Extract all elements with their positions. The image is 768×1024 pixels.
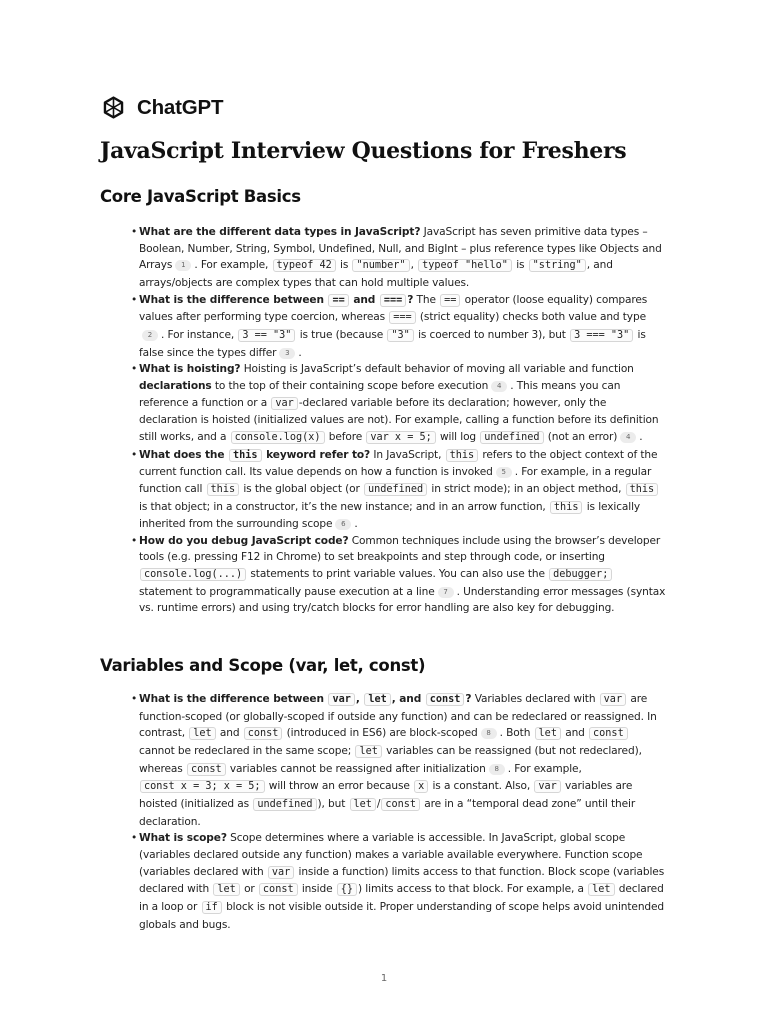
inline-code: this	[626, 483, 659, 496]
inline-code: this	[446, 449, 479, 462]
answer-text: are function-scoped (or globally-scoped if outside any function) and can be redeclared or reassigned. In contrast,	[139, 693, 657, 740]
inline-code: const	[426, 693, 465, 706]
answer-text: is that object; in a constructor, it’s the new instance; and in an arrow function,	[139, 500, 546, 513]
inline-code: let	[588, 883, 614, 896]
list-item	[139, 292, 667, 362]
inline-code: x	[414, 780, 428, 793]
citation-badge[interactable]: 8	[489, 764, 505, 775]
answer-text: cannot be redeclared in the same scope;	[139, 744, 352, 757]
inline-code: let	[350, 798, 376, 811]
answer-text: (not an error)	[547, 430, 618, 443]
inline-code: var	[268, 866, 294, 879]
inline-code: this	[550, 501, 583, 514]
question-list-variables-scope	[139, 691, 667, 933]
citation-badge[interactable]: 3	[279, 348, 295, 359]
answer-text: . Both	[499, 727, 531, 740]
answer-text: and	[565, 727, 585, 740]
citation-badge[interactable]: 1	[175, 260, 191, 271]
list-item	[139, 447, 667, 533]
answer-text: before	[328, 430, 363, 443]
question-fragment: What is the difference between	[139, 293, 324, 306]
answer-text: . For example,	[507, 762, 582, 775]
answer-text: . This means you can reference a function or a	[139, 379, 621, 409]
answer-text: refers to the object context of the current function call. Its value depends on how a function is invoked	[139, 448, 658, 479]
answer-text: variables can be reassigned (but not redeclared), whereas	[139, 744, 642, 775]
answer-text: .	[354, 518, 358, 531]
answer-text: is	[340, 259, 349, 272]
answer-text: is	[516, 259, 525, 272]
inline-code: undefined	[364, 483, 427, 496]
inline-code: this	[229, 449, 262, 462]
inline-code: ===	[389, 311, 415, 324]
answer-text: variables cannot be reassigned after initialization	[229, 762, 486, 775]
inline-code: const	[589, 727, 628, 740]
answer-text: inside	[301, 883, 333, 896]
question-text: What are the different data types in JavaScript?	[139, 226, 421, 238]
inline-code: this	[207, 483, 240, 496]
inline-code: typeof 42	[273, 259, 336, 272]
question-fragment: and	[353, 293, 376, 306]
question-list-core-basics	[139, 224, 667, 617]
answer-text: will throw an error because	[268, 780, 410, 793]
inline-code: "number"	[352, 259, 409, 272]
inline-code: var	[600, 693, 626, 706]
list-item	[139, 361, 667, 446]
inline-code: let	[189, 727, 215, 740]
inline-code: var	[534, 780, 560, 793]
answer-text: The	[416, 293, 436, 306]
citation-badge[interactable]: 4	[491, 381, 507, 392]
answer-text: . For instance,	[161, 328, 235, 341]
answer-text: ) limits access to that block. For example, a	[358, 883, 584, 896]
inline-code: let	[364, 693, 390, 706]
answer-text: . For example,	[194, 259, 269, 272]
question-text	[139, 693, 471, 705]
answer-text: is the global object (or	[243, 482, 360, 495]
inline-code: const	[244, 727, 283, 740]
inline-code: if	[202, 901, 222, 914]
answer-text: /	[376, 797, 381, 810]
inline-code: {}	[337, 883, 357, 896]
answer-text: JavaScript has seven primitive data types – Boolean, Number, String, Symbol, Undefined, Null, and BigInt – plus reference types like Objects and Arrays	[139, 226, 662, 272]
section-heading-variables-scope: Variables and Scope (var, let, const)	[100, 656, 426, 675]
answer-text: block is not visible outside it. Proper understanding of scope helps avoid unintended globals and bugs.	[139, 900, 665, 931]
answer-text: . For example, in a regular function call	[139, 466, 652, 495]
inline-code: 3 === "3"	[570, 329, 633, 342]
answer-text: statements to print variable values. You can also use the	[250, 568, 545, 581]
answer-text: .	[639, 430, 643, 443]
answer-text: is false since the types differ	[139, 328, 646, 359]
inline-code: typeof "hello"	[418, 259, 512, 272]
answer-text: Hoisting is JavaScript’s default behavior of moving all variable and function	[243, 363, 634, 376]
answer-text: declared in a loop or	[139, 883, 664, 913]
citation-badge[interactable]: 4	[620, 432, 636, 443]
question-text	[139, 449, 370, 461]
question-fragment: , and	[391, 693, 422, 705]
inline-code: debugger;	[549, 568, 612, 581]
answer-text: statement to programmatically pause execution at a line	[139, 585, 435, 598]
citation-badge[interactable]: 7	[438, 587, 454, 598]
citation-badge[interactable]: 8	[481, 728, 497, 739]
inline-code: const	[187, 763, 226, 776]
answer-text: are in a “temporal dead zone” until their declaration.	[139, 797, 636, 828]
brand-name: ChatGPT	[137, 95, 224, 119]
answer-text: operator (loose equality) compares values after performing type coercion, whereas	[139, 293, 648, 324]
inline-code: let	[355, 745, 381, 758]
question-fragment: What does the	[139, 448, 225, 461]
answer-text: is lexically inherited from the surrounding scope	[139, 500, 641, 531]
inline-code: const x = 3; x = 5;	[140, 780, 265, 793]
answer-text: or	[244, 883, 255, 896]
question-fragment: keyword refer to?	[266, 448, 371, 461]
inline-code: undefined	[480, 431, 543, 444]
answer-text: .	[298, 346, 302, 359]
inline-code: var	[271, 397, 297, 410]
answer-text: to the top of their containing scope before execution	[214, 379, 489, 392]
question-fragment: What is the difference between	[139, 693, 324, 705]
answer-text: -declared variable before its declaration; however, only the declaration is hoisted (initialized values are not). For example, calling a function before its definition still works, and a	[139, 396, 659, 443]
citation-badge[interactable]: 5	[496, 467, 512, 478]
section-heading-core-basics: Core JavaScript Basics	[100, 187, 301, 206]
inline-code: undefined	[253, 798, 316, 811]
inline-code: const	[381, 798, 420, 811]
inline-code: var x = 5;	[366, 431, 435, 444]
list-item	[139, 691, 667, 830]
inline-code: let	[213, 883, 239, 896]
question-text: What is hoisting?	[139, 363, 241, 376]
inline-code: const	[259, 883, 298, 896]
answer-text: Common techniques include using the browser’s developer tools (e.g. pressing F12 in Chrome) to set breakpoints and step through code, or inserting	[139, 534, 661, 564]
document-header	[100, 94, 223, 121]
answer-text: In JavaScript,	[373, 448, 442, 461]
question-text: How do you debug JavaScript code?	[139, 534, 349, 547]
question-fragment: ?	[407, 293, 414, 306]
inline-code: console.log(...)	[140, 568, 246, 581]
answer-text: is true (because	[299, 328, 384, 341]
inline-code: let	[535, 727, 561, 740]
inline-code: 3 == "3"	[238, 329, 295, 342]
answer-text: Scope determines where a variable is accessible. In JavaScript, global scope (variables declared outside any function) makes a variable available everywhere. Function scope (variables declared with	[139, 832, 643, 878]
inline-code: ===	[380, 294, 406, 307]
answer-text: and	[219, 727, 240, 740]
citation-badge[interactable]: 6	[335, 519, 351, 530]
answer-text: in strict mode); in an object method,	[431, 482, 622, 495]
answer-text: (introduced in ES6) are block-scoped	[286, 727, 478, 740]
answer-text: is a constant. Also,	[432, 780, 531, 793]
inline-code: "string"	[529, 259, 586, 272]
openai-logo-icon	[100, 94, 127, 121]
answer-text: ,	[410, 259, 414, 272]
answer-text: . Understanding error messages (syntax vs. runtime errors) and using try/catch blocks for error handling are also key for debugging.	[139, 585, 666, 615]
answer-text: ), but	[317, 797, 346, 810]
page-number: 1	[380, 973, 388, 984]
answer-text: is coerced to number 3), but	[418, 328, 566, 341]
citation-badge[interactable]: 2	[142, 330, 158, 341]
list-item	[139, 533, 667, 617]
inline-code: "3"	[387, 329, 413, 342]
inline-code: console.log(x)	[231, 431, 325, 444]
answer-text: (strict equality) checks both value and type	[419, 311, 646, 324]
question-text	[139, 294, 413, 306]
question-text: What is scope?	[139, 832, 227, 845]
question-fragment: ?	[465, 693, 472, 705]
list-item	[139, 830, 667, 933]
inline-code: ==	[440, 294, 460, 307]
inline-code: var	[328, 693, 354, 706]
answer-text: , and arrays/objects are complex types that can hold multiple values.	[139, 259, 613, 289]
inline-code: ==	[328, 294, 348, 307]
document-title: JavaScript Interview Questions for Freshers	[100, 138, 627, 164]
answer-text: inside a function) limits access to that function. Block scope (variables declared with	[139, 865, 665, 896]
list-item	[139, 224, 667, 292]
answer-text: Variables declared with	[474, 693, 596, 705]
answer-text: will log	[439, 430, 477, 443]
emphasis-text: declarations	[139, 379, 212, 392]
answer-text: variables are hoisted (initialized as	[139, 780, 633, 810]
question-fragment: ,	[355, 693, 360, 705]
